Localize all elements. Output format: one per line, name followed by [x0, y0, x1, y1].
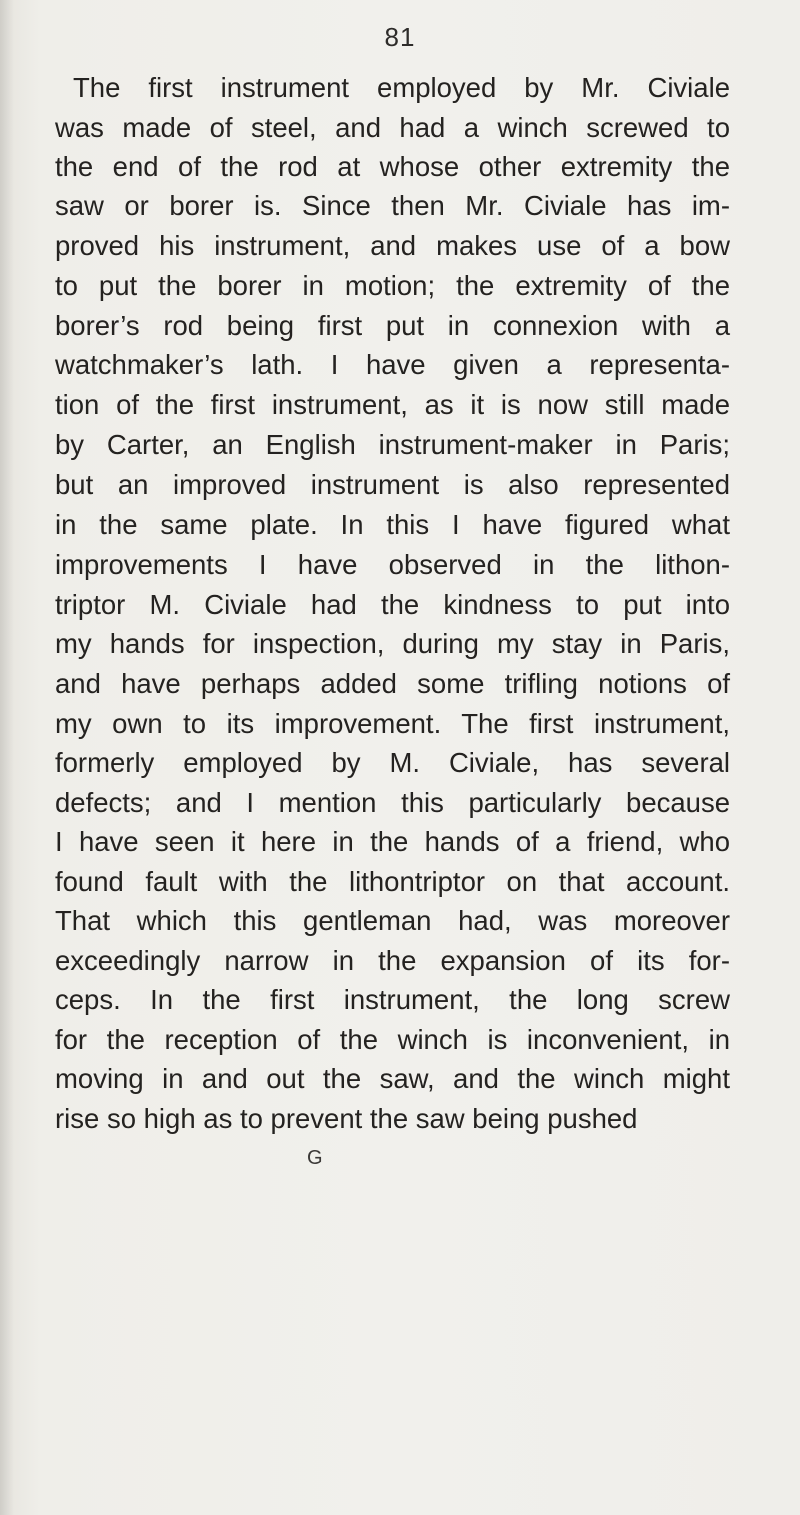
text-line: defects; and I mention this particularly because: [55, 787, 730, 818]
text-line: exceedingly narrow in the expansion of its for-: [55, 945, 730, 976]
text-line: triptor M. Civiale had the kindness to put into: [55, 589, 730, 620]
text-line: ceps. In the first instrument, the long screw: [55, 984, 730, 1015]
text-line: in the same plate. In this I have figured what: [55, 509, 730, 540]
text-line: by Carter, an English instrument-maker in Paris;: [55, 429, 730, 460]
text-line: improvements I have observed in the lithon-: [55, 549, 730, 580]
signature-mark: G: [307, 1147, 323, 1169]
text-line: my own to its improvement. The first instrument,: [55, 708, 730, 739]
text-line: for the reception of the winch is inconvenient, in: [55, 1024, 730, 1055]
text-line: saw or borer is. Since then Mr. Civiale has im-: [55, 190, 730, 221]
text-line: my hands for inspection, during my stay in Paris,: [55, 628, 730, 659]
text-line: That which this gentleman had, was moreover: [55, 905, 730, 936]
page-number: 81: [384, 22, 416, 52]
text-line: and have perhaps added some trifling notions of: [55, 668, 730, 699]
text-line: but an improved instrument is also represented: [55, 469, 730, 500]
text-line: moving in and out the saw, and the winch might: [55, 1063, 730, 1094]
text-line: formerly employed by M. Civiale, has several: [55, 747, 730, 778]
text-line: I have seen it here in the hands of a friend, who: [55, 826, 730, 857]
text-line: found fault with the lithontriptor on that account.: [55, 866, 730, 897]
text-line: watchmaker’s lath. I have given a representa-: [55, 349, 730, 380]
text-line: borer’s rod being first put in connexion with a: [55, 310, 730, 341]
text-line: proved his instrument, and makes use of a bow: [55, 230, 730, 261]
text-line: rise so high as to prevent the saw being pushed: [55, 1103, 638, 1134]
text-line: the end of the rod at whose other extremity the: [55, 151, 730, 182]
text-line: The first instrument employed by Mr. Civiale: [73, 72, 730, 103]
text-line: tion of the first instrument, as it is now still made: [55, 389, 730, 420]
text-line: was made of steel, and had a winch screwed to: [55, 112, 730, 143]
text-line: to put the borer in motion; the extremity of the: [55, 270, 730, 301]
